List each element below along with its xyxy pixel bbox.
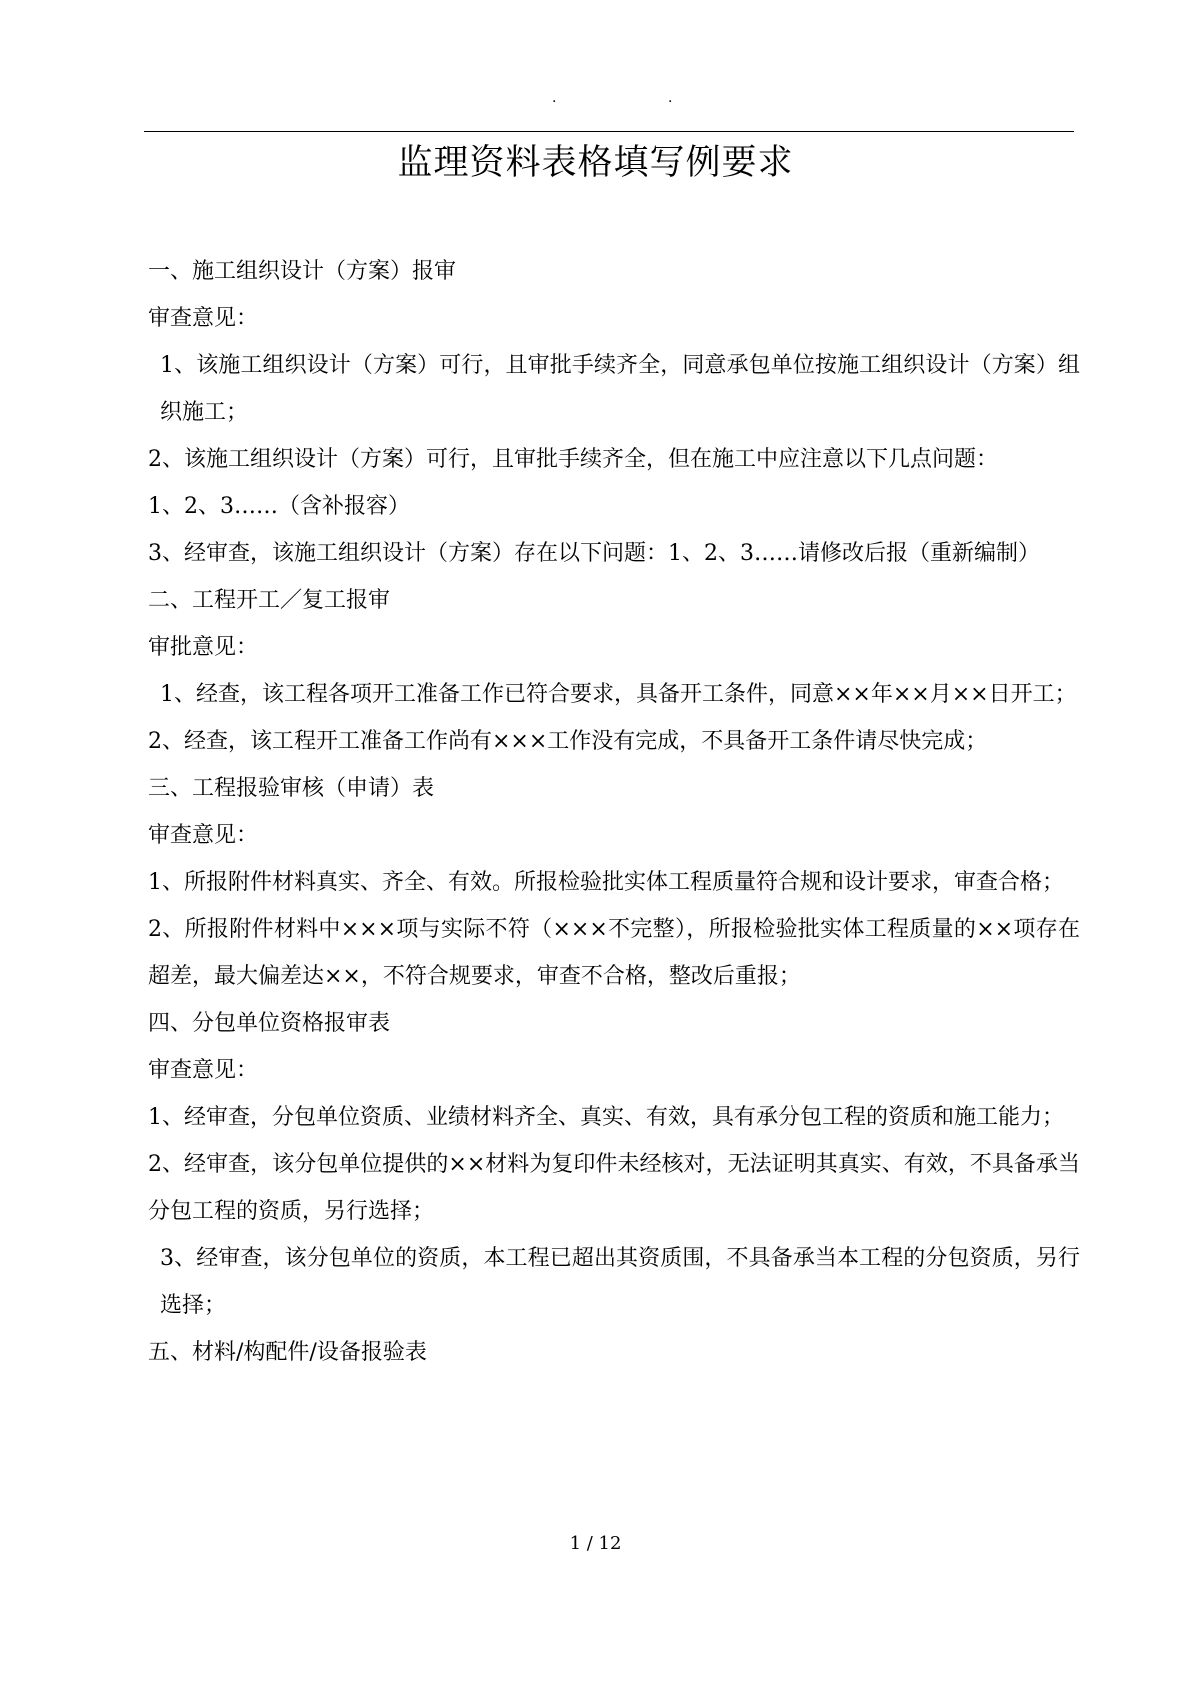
section-heading: 五、材料/构配件/设备报验表: [148, 1340, 427, 1365]
opinion-label: 审查意见：: [148, 1058, 259, 1083]
section-heading: 三、工程报验审核（申请）表: [148, 776, 435, 801]
opinion-label: 审查意见：: [148, 823, 259, 848]
document-title: 监理资料表格填写例要求: [397, 143, 794, 183]
opinion-item: 2、经查，该工程开工准备工作尚有×××工作没有完成，不具备开工条件请尽快完成；: [148, 729, 988, 754]
page-number: 1 / 12: [569, 1533, 622, 1554]
opinion-item: 1、该施工组织设计（方案）可行，且审批手续齐全，同意承包单位按施工组织设计（方案）组织施工；: [160, 353, 1080, 425]
opinion-item: 2、经审查，该分包单位提供的××材料为复印件未经核对，无法证明其真实、有效，不具备承当分包工程的资质，另行选择；: [148, 1152, 1080, 1224]
opinion-item: 1、2、3……（含补报容）: [148, 494, 410, 519]
opinion-item: 1、经查，该工程各项开工准备工作已符合要求，具备开工条件，同意××年××月××日开工；: [160, 682, 1077, 707]
opinion-item: 3、经审查，该分包单位的资质，本工程已超出其资质围，不具备承当本工程的分包资质，另行选择；: [160, 1246, 1080, 1318]
opinion-label: 审批意见：: [148, 635, 259, 660]
section-heading: 二、工程开工／复工报审: [148, 588, 391, 613]
opinion-item: 1、经审查，分包单位资质、业绩材料齐全、真实、有效，具有承分包工程的资质和施工能力；: [148, 1105, 1065, 1130]
header-mark-right: .: [668, 90, 673, 106]
document-body: [148, 248, 1080, 1376]
page-header-marks: [0, 90, 1191, 106]
opinion-label: 审查意见：: [148, 306, 259, 331]
opinion-item: 2、所报附件材料中×××项与实际不符（×××不完整），所报检验批实体工程质量的××项存在超差，最大偏差达××，不符合规要求，审查不合格，整改后重报；: [148, 917, 1080, 989]
header-divider: [144, 131, 1074, 132]
section-heading: 四、分包单位资格报审表: [148, 1011, 391, 1036]
header-mark-left: .: [552, 90, 557, 106]
opinion-item: 2、该施工组织设计（方案）可行，且审批手续齐全，但在施工中应注意以下几点问题：: [148, 447, 998, 472]
opinion-item: 3、经审查，该施工组织设计（方案）存在以下问题：1、2、3……请修改后报（重新编制）: [148, 541, 1040, 566]
section-heading: 一、施工组织设计（方案）报审: [148, 259, 457, 284]
opinion-item: 1、所报附件材料真实、齐全、有效。所报检验批实体工程质量符合规和设计要求，审查合格；: [148, 870, 1065, 895]
